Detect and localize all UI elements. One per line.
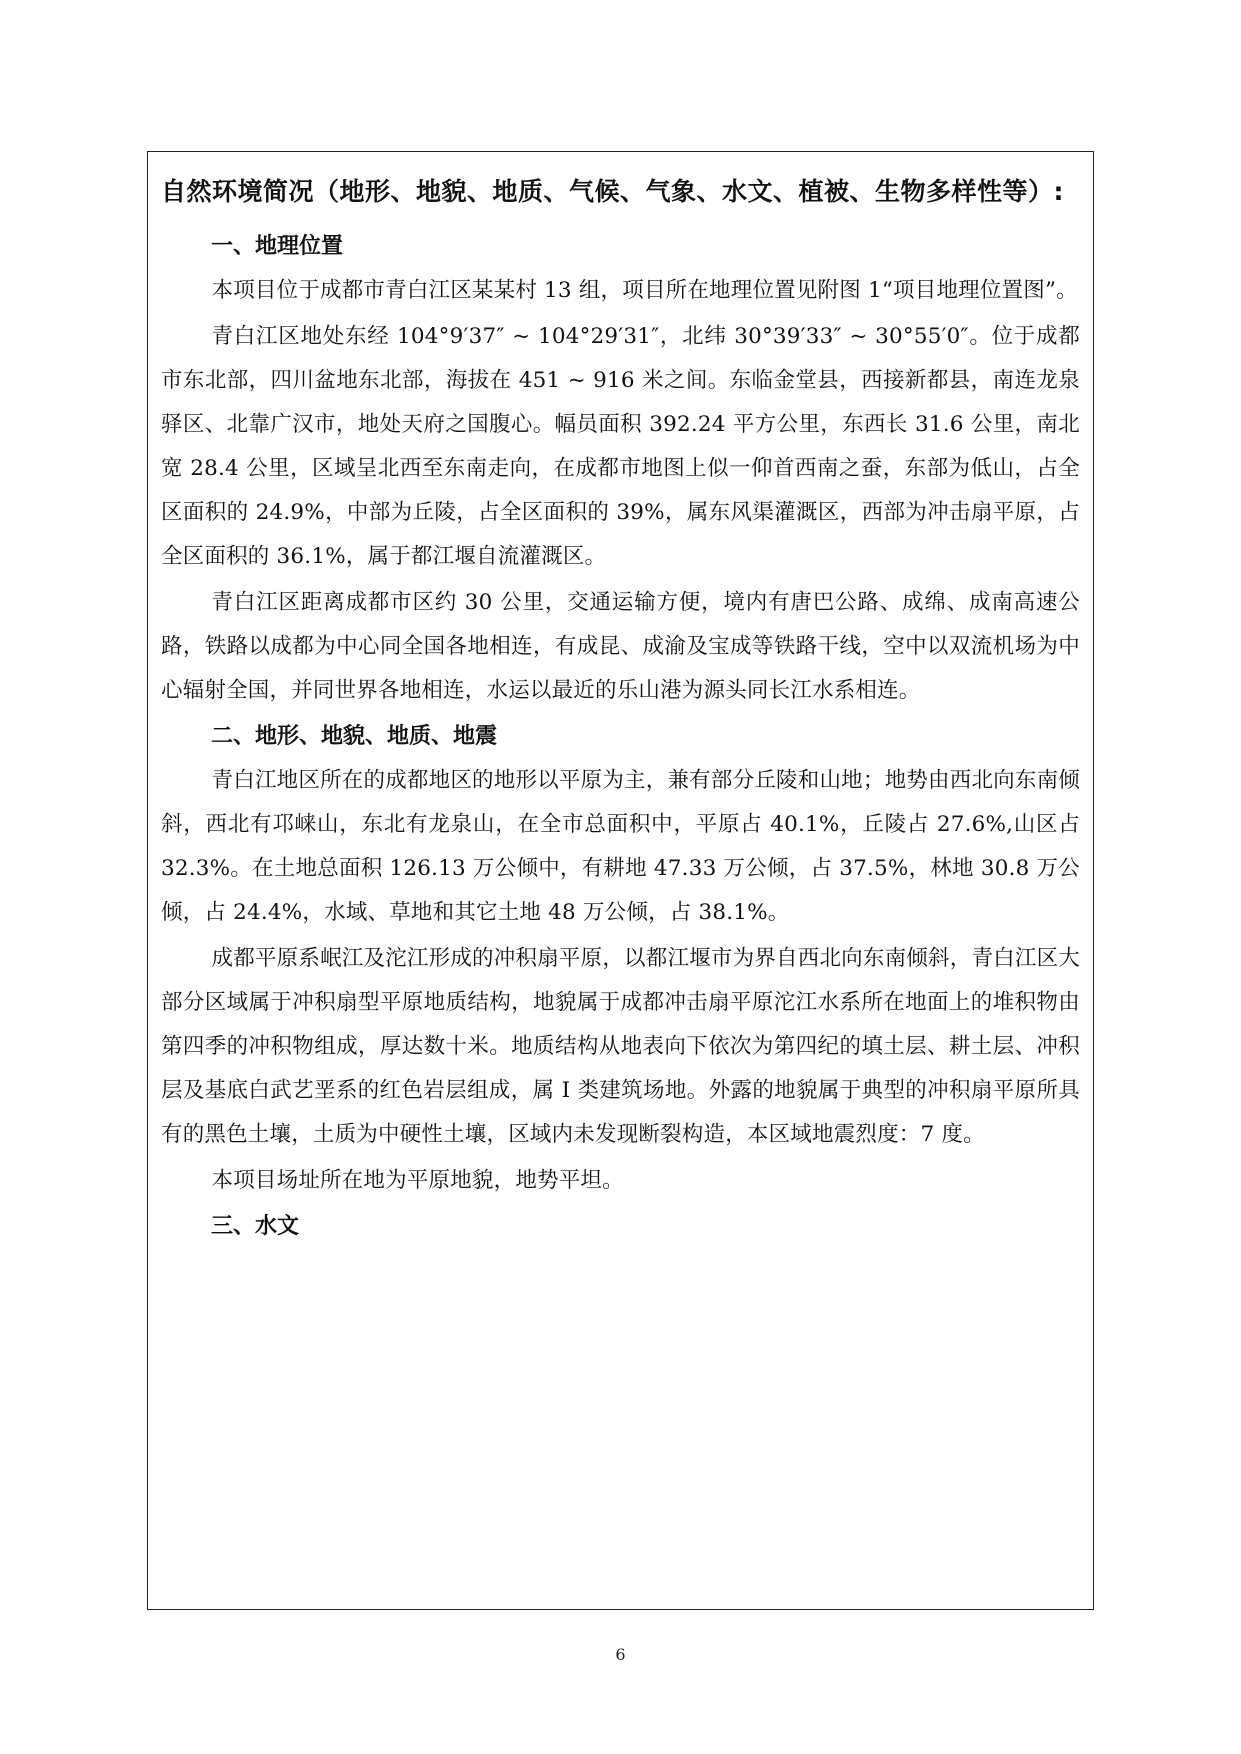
paragraph: 青白江区距离成都市区约 30 公里，交通运输方便，境内有唐巴公路、成绵、成南高速公路，铁路以成都为中心同全国各地相连，有成昆、成渝及宝成等铁路干线，空中以双流机场为中心辐射全国，并同世界各地相连，水运以最近的乐山港为源头同长江水系相连。	[161, 590, 1080, 703]
section-title: 三、水文	[211, 1214, 300, 1239]
section-title: 一、地理位置	[211, 234, 344, 259]
page-number: 6	[615, 1645, 626, 1664]
section-hydrology	[161, 1205, 1080, 1249]
paragraph: 青白江地区所在的成都地区的地形以平原为主，兼有部分丘陵和山地；地势由西北向东南倾斜，西北有邛崃山，东北有龙泉山，在全市总面积中，平原占 40.1%，丘陵占 27.6%,山区占 32.3%。在土地总面积 126.13 万公倾中，有耕地 47.33 万公倾，占 37.5%，林地 30.8 万公倾，占 24.4%，水域、草地和其它土地 48 万公倾，占 38.1%。	[161, 768, 1080, 925]
content-frame	[147, 151, 1094, 1610]
paragraph: 本项目场址所在地为平原地貌，地势平坦。	[211, 1168, 624, 1193]
paragraph: 青白江区地处东经 104°9′37″ ~ 104°29′31″，北纬 30°39′33″ ~ 30°55′0″。位于成都市东北部，四川盆地东北部，海拔在 451 ~ 916 米之间。东临金堂县，西接新都县，南连龙泉驿区、北靠广汉市，地处天府之国腹心。幅员面积 392.24 平方公里，东西长 31.6 公里，南北宽 28.4 公里，区域呈北西至东南走向，在成都市地图上似一仰首西南之蚕，东部为低山，占全区面积的 24.9%，中部为丘陵，占全区面积的 39%，属东风渠灌溉区，西部为冲击扇平原，占全区面积的 36.1%，属于都江堰自流灌溉区。	[161, 324, 1080, 569]
section-terrain-geology	[161, 715, 1080, 1203]
section-geography	[161, 225, 1080, 713]
paragraph: 成都平原系岷江及沱江形成的冲积扇平原，以都江堰市为界自西北向东南倾斜，青白江区大部分区域属于冲积扇型平原地质结构，地貌属于成都冲击扇平原沱江水系所在地面上的堆积物由第四季的冲积物组成，厚达数十米。地质结构从地表向下依次为第四纪的填土层、耕土层、冲积层及基底白武艺垩系的红色岩层组成，属 I 类建筑场地。外露的地貌属于典型的冲积扇平原所具有的黑色土壤，土质为中硬性土壤，区域内未发现断裂构造，本区域地震烈度：7 度。	[161, 946, 1080, 1147]
paragraph: 本项目位于成都市青白江区某某村 13 组，项目所在地理位置见附图 1“项目地理位置图”。	[211, 278, 1078, 303]
section-title: 二、地形、地貌、地质、地震	[211, 724, 498, 749]
main-heading: 自然环境简况（地形、地貌、地质、气候、气象、水文、植被、生物多样性等）:	[161, 177, 1065, 206]
